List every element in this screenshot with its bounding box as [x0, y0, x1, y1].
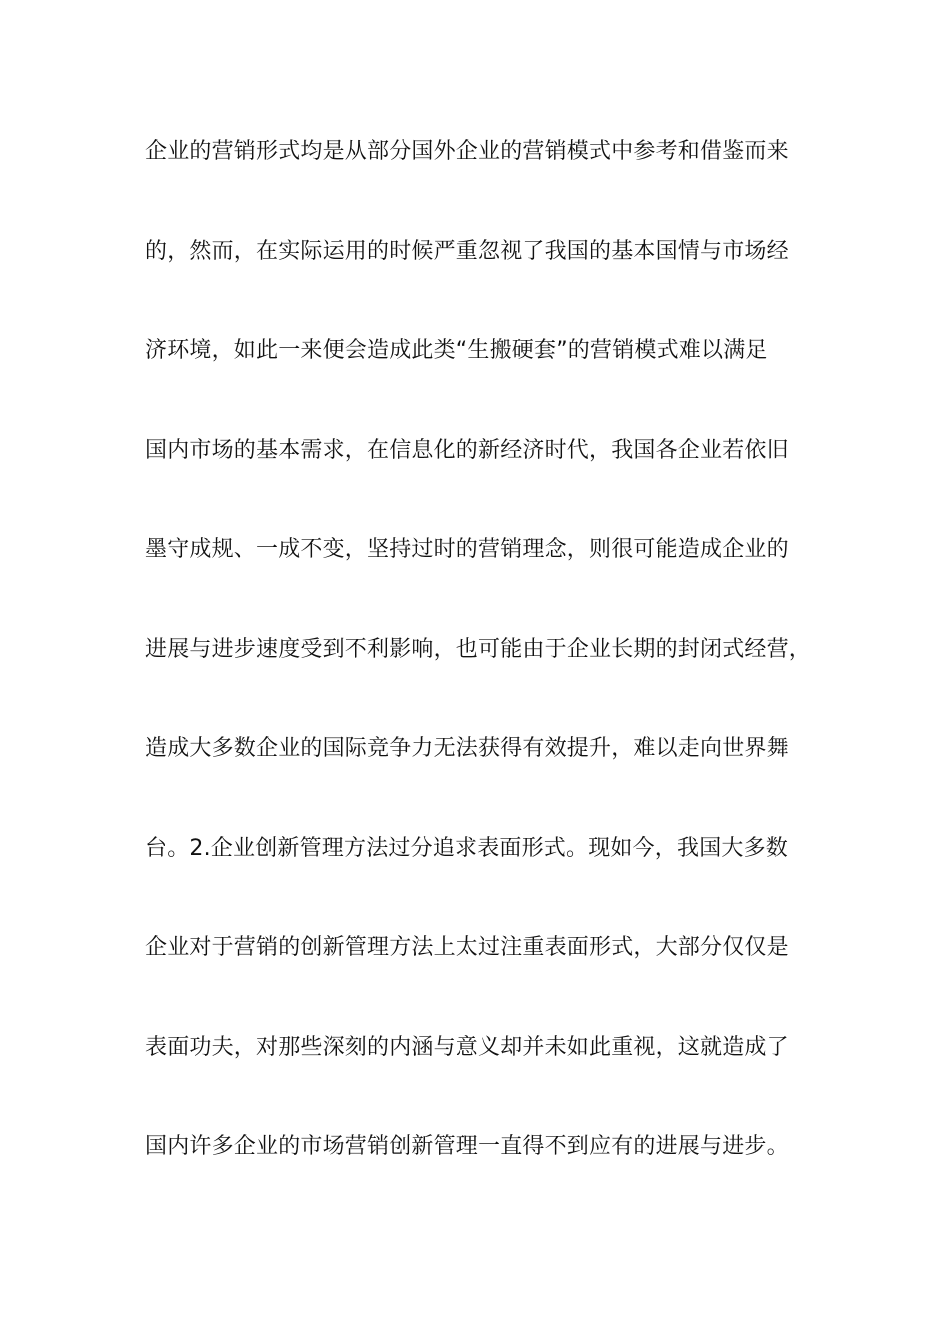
body-paragraph	[145, 130, 825, 1225]
text-line: 墨守成规、一成不变，坚持过时的营销理念，则很可能造成企业的	[145, 537, 789, 562]
text-line: 的，然而，在实际运用的时候严重忽视了我国的基本国情与市场经	[145, 238, 789, 264]
text-line: 济环境，如此一来便会造成此类“生搬硬套”的营销模式难以满足	[145, 338, 768, 363]
text-line: 表面功夫，对那些深刻的内涵与意义却并未如此重视，这就造成了	[145, 1034, 789, 1060]
text-line: 企业的营销形式均是从部分国外企业的营销模式中参考和借鉴而来	[145, 139, 789, 164]
text-line: 国内市场的基本需求，在信息化的新经济时代，我国各企业若依旧	[145, 437, 789, 463]
text-line: 进展与进步速度受到不利影响，也可能由于企业长期的封闭式经营，	[145, 636, 812, 662]
text-line: 企业对于营销的创新管理方法上太过注重表面形式，大部分仅仅是	[145, 935, 789, 960]
text-line: 国内许多企业的市场营销创新管理一直得不到应有的进展与进步。	[145, 1134, 789, 1159]
text-line: 造成大多数企业的国际竞争力无法获得有效提升，难以走向世界舞	[145, 736, 789, 761]
text-line: 台。2.企业创新管理方法过分追求表面形式。现如今，我国大多数	[145, 835, 788, 861]
